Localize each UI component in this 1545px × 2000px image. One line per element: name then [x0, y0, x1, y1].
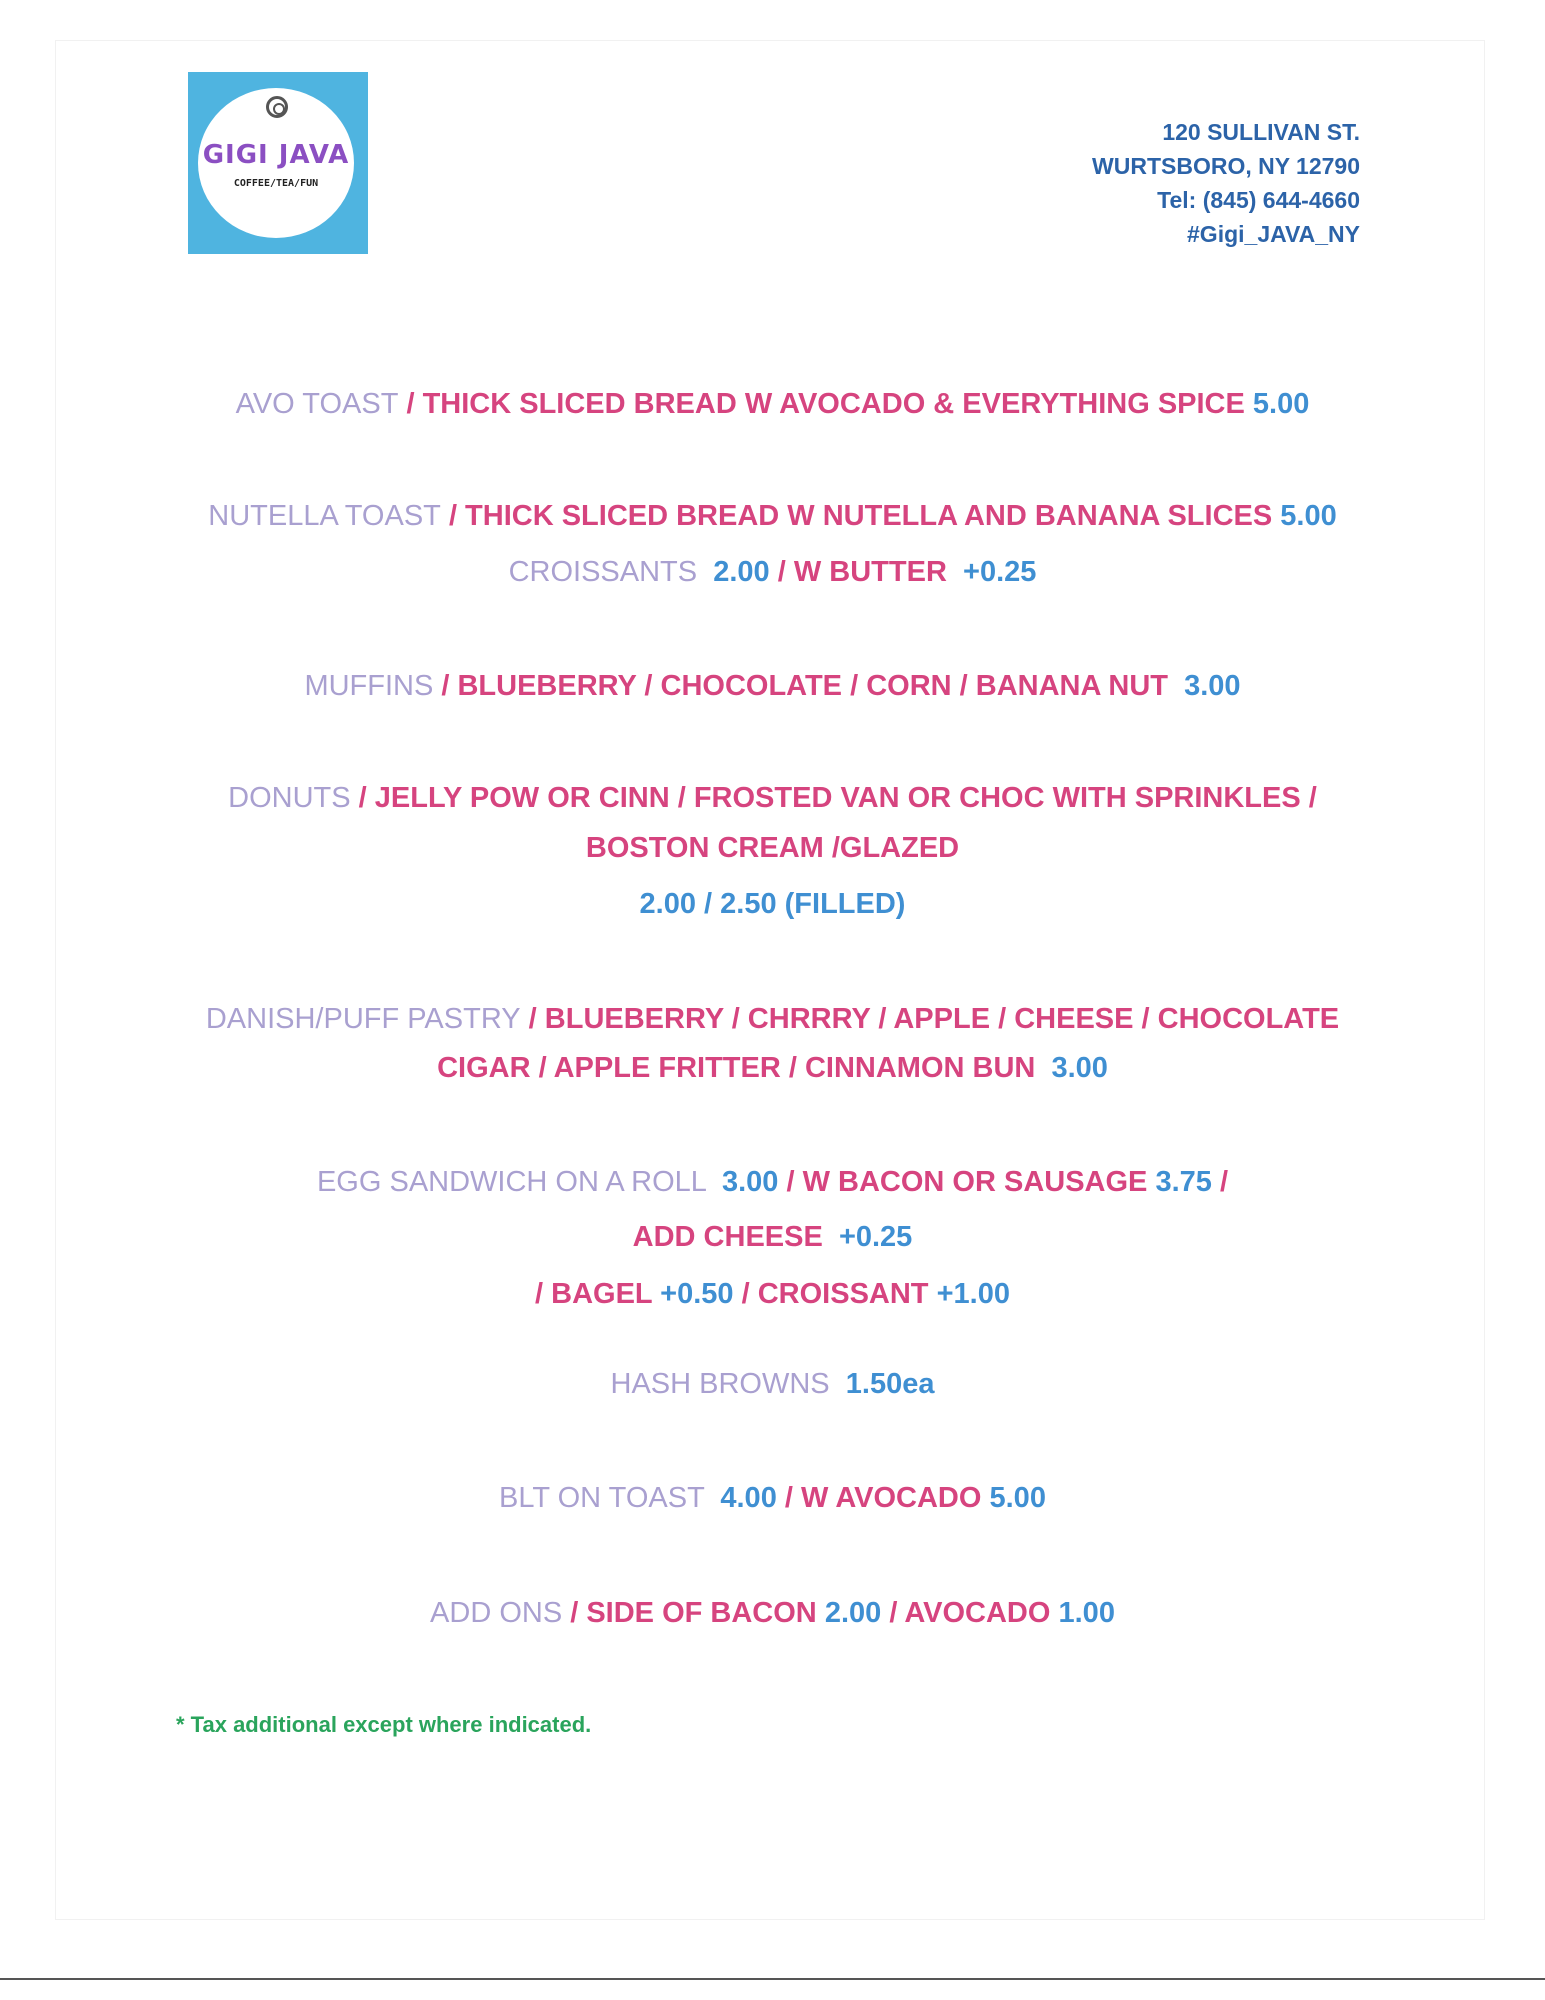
logo-circle [198, 88, 354, 238]
item-price: 3.00 [1184, 670, 1241, 702]
address-street: 120 SULLIVAN ST. [1162, 119, 1360, 145]
item-description: / BAGEL [535, 1278, 661, 1310]
item-separator: / [1211, 1166, 1229, 1198]
item-description: / BLUEBERRY / CHRRRY / APPLE / CHEESE / CHOCOLATE [520, 1003, 1340, 1035]
menu-item-nutella-toast [0, 500, 1545, 533]
item-addon-price: +1.00 [936, 1278, 1010, 1310]
item-category: NUTELLA TOAST [208, 500, 441, 532]
menu-item-avo-toast [0, 388, 1545, 421]
item-price: 5.00 [1280, 500, 1337, 532]
bottom-edge-line [0, 1978, 1545, 1980]
menu-sheet [55, 40, 1485, 1920]
item-price: 2.00 [824, 1597, 882, 1629]
item-description: / JELLY POW OR CINN / FROSTED VAN OR CHOC WITH SPRINKLES / [350, 782, 1317, 814]
item-description: / AVOCADO [881, 1597, 1059, 1629]
menu-item-danish-line2 [0, 1052, 1545, 1085]
item-addon-price: +0.50 [660, 1278, 734, 1310]
item-price-2: 1.00 [1058, 1597, 1115, 1629]
menu-item-danish [0, 1003, 1545, 1036]
coffee-cup-icon [266, 96, 288, 118]
item-price: 2.00 / 2.50 (FILLED) [639, 888, 906, 920]
address-city: WURTSBORO, NY 12790 [1092, 153, 1360, 179]
item-category: EGG SANDWICH ON A ROLL [316, 1166, 714, 1198]
item-price-2: 3.75 [1155, 1166, 1212, 1198]
menu-item-donuts-line2 [0, 832, 1545, 865]
item-category: HASH BROWNS [610, 1368, 838, 1400]
item-category: MUFFINS [304, 670, 434, 702]
item-category: DANISH/PUFF PASTRY [205, 1003, 521, 1035]
item-price: 4.00 [720, 1482, 777, 1514]
item-price: 2.00 [713, 556, 770, 588]
menu-item-donuts [0, 782, 1545, 815]
item-description: / CROISSANT [733, 1278, 937, 1310]
address-hashtag: #Gigi_JAVA_NY [1187, 221, 1360, 247]
item-category: DONUTS [228, 782, 351, 814]
item-description: / THICK SLICED BREAD W NUTELLA AND BANANA SLICES [440, 500, 1281, 532]
item-description: CIGAR / APPLE FRITTER / CINNAMON BUN [437, 1052, 1044, 1084]
logo-name: GIGI JAVA [202, 140, 350, 170]
logo [188, 72, 368, 254]
item-description: ADD CHEESE [632, 1221, 831, 1253]
menu-item-blt [0, 1482, 1545, 1515]
item-description: / W AVOCADO [776, 1482, 990, 1514]
item-price: 1.50ea [845, 1368, 935, 1400]
item-description: / W BACON OR SAUSAGE [778, 1166, 1156, 1198]
item-category: ADD ONS [430, 1597, 563, 1629]
item-price-2: 5.00 [989, 1482, 1046, 1514]
menu-item-muffins [0, 670, 1545, 703]
menu-item-egg-sandwich-bread [0, 1278, 1545, 1311]
item-addon-price: +0.25 [963, 556, 1037, 588]
menu-item-egg-sandwich [0, 1166, 1545, 1199]
logo-tagline: COFFEE/TEA/FUN [233, 178, 319, 189]
menu-item-egg-sandwich-cheese [0, 1221, 1545, 1254]
item-category: AVO TOAST [235, 388, 399, 420]
item-category: CROISSANTS [508, 556, 698, 588]
item-description: / BLUEBERRY / CHOCOLATE / CORN / BANANA NUT [433, 670, 1177, 702]
item-price: 5.00 [1252, 388, 1310, 420]
item-price: 3.00 [721, 1166, 779, 1198]
item-description: BOSTON CREAM /GLAZED [585, 832, 960, 864]
item-category: BLT ON TOAST [499, 1482, 713, 1514]
address-block [900, 115, 1360, 251]
item-addon-price: +0.25 [838, 1221, 913, 1253]
item-description: / SIDE OF BACON [562, 1597, 825, 1629]
menu-item-donuts-price [0, 888, 1545, 921]
menu-item-croissants [0, 556, 1545, 589]
menu-item-hash-browns [0, 1368, 1545, 1401]
item-description: / THICK SLICED BREAD W AVOCADO & EVERYTHING SPICE [398, 388, 1253, 420]
address-phone: Tel: (845) 644-4660 [1157, 187, 1360, 213]
tax-note: * Tax additional except where indicated. [176, 1712, 592, 1737]
item-price: 3.00 [1051, 1052, 1108, 1084]
item-description: / W BUTTER [769, 556, 955, 588]
menu-item-add-ons [0, 1597, 1545, 1630]
